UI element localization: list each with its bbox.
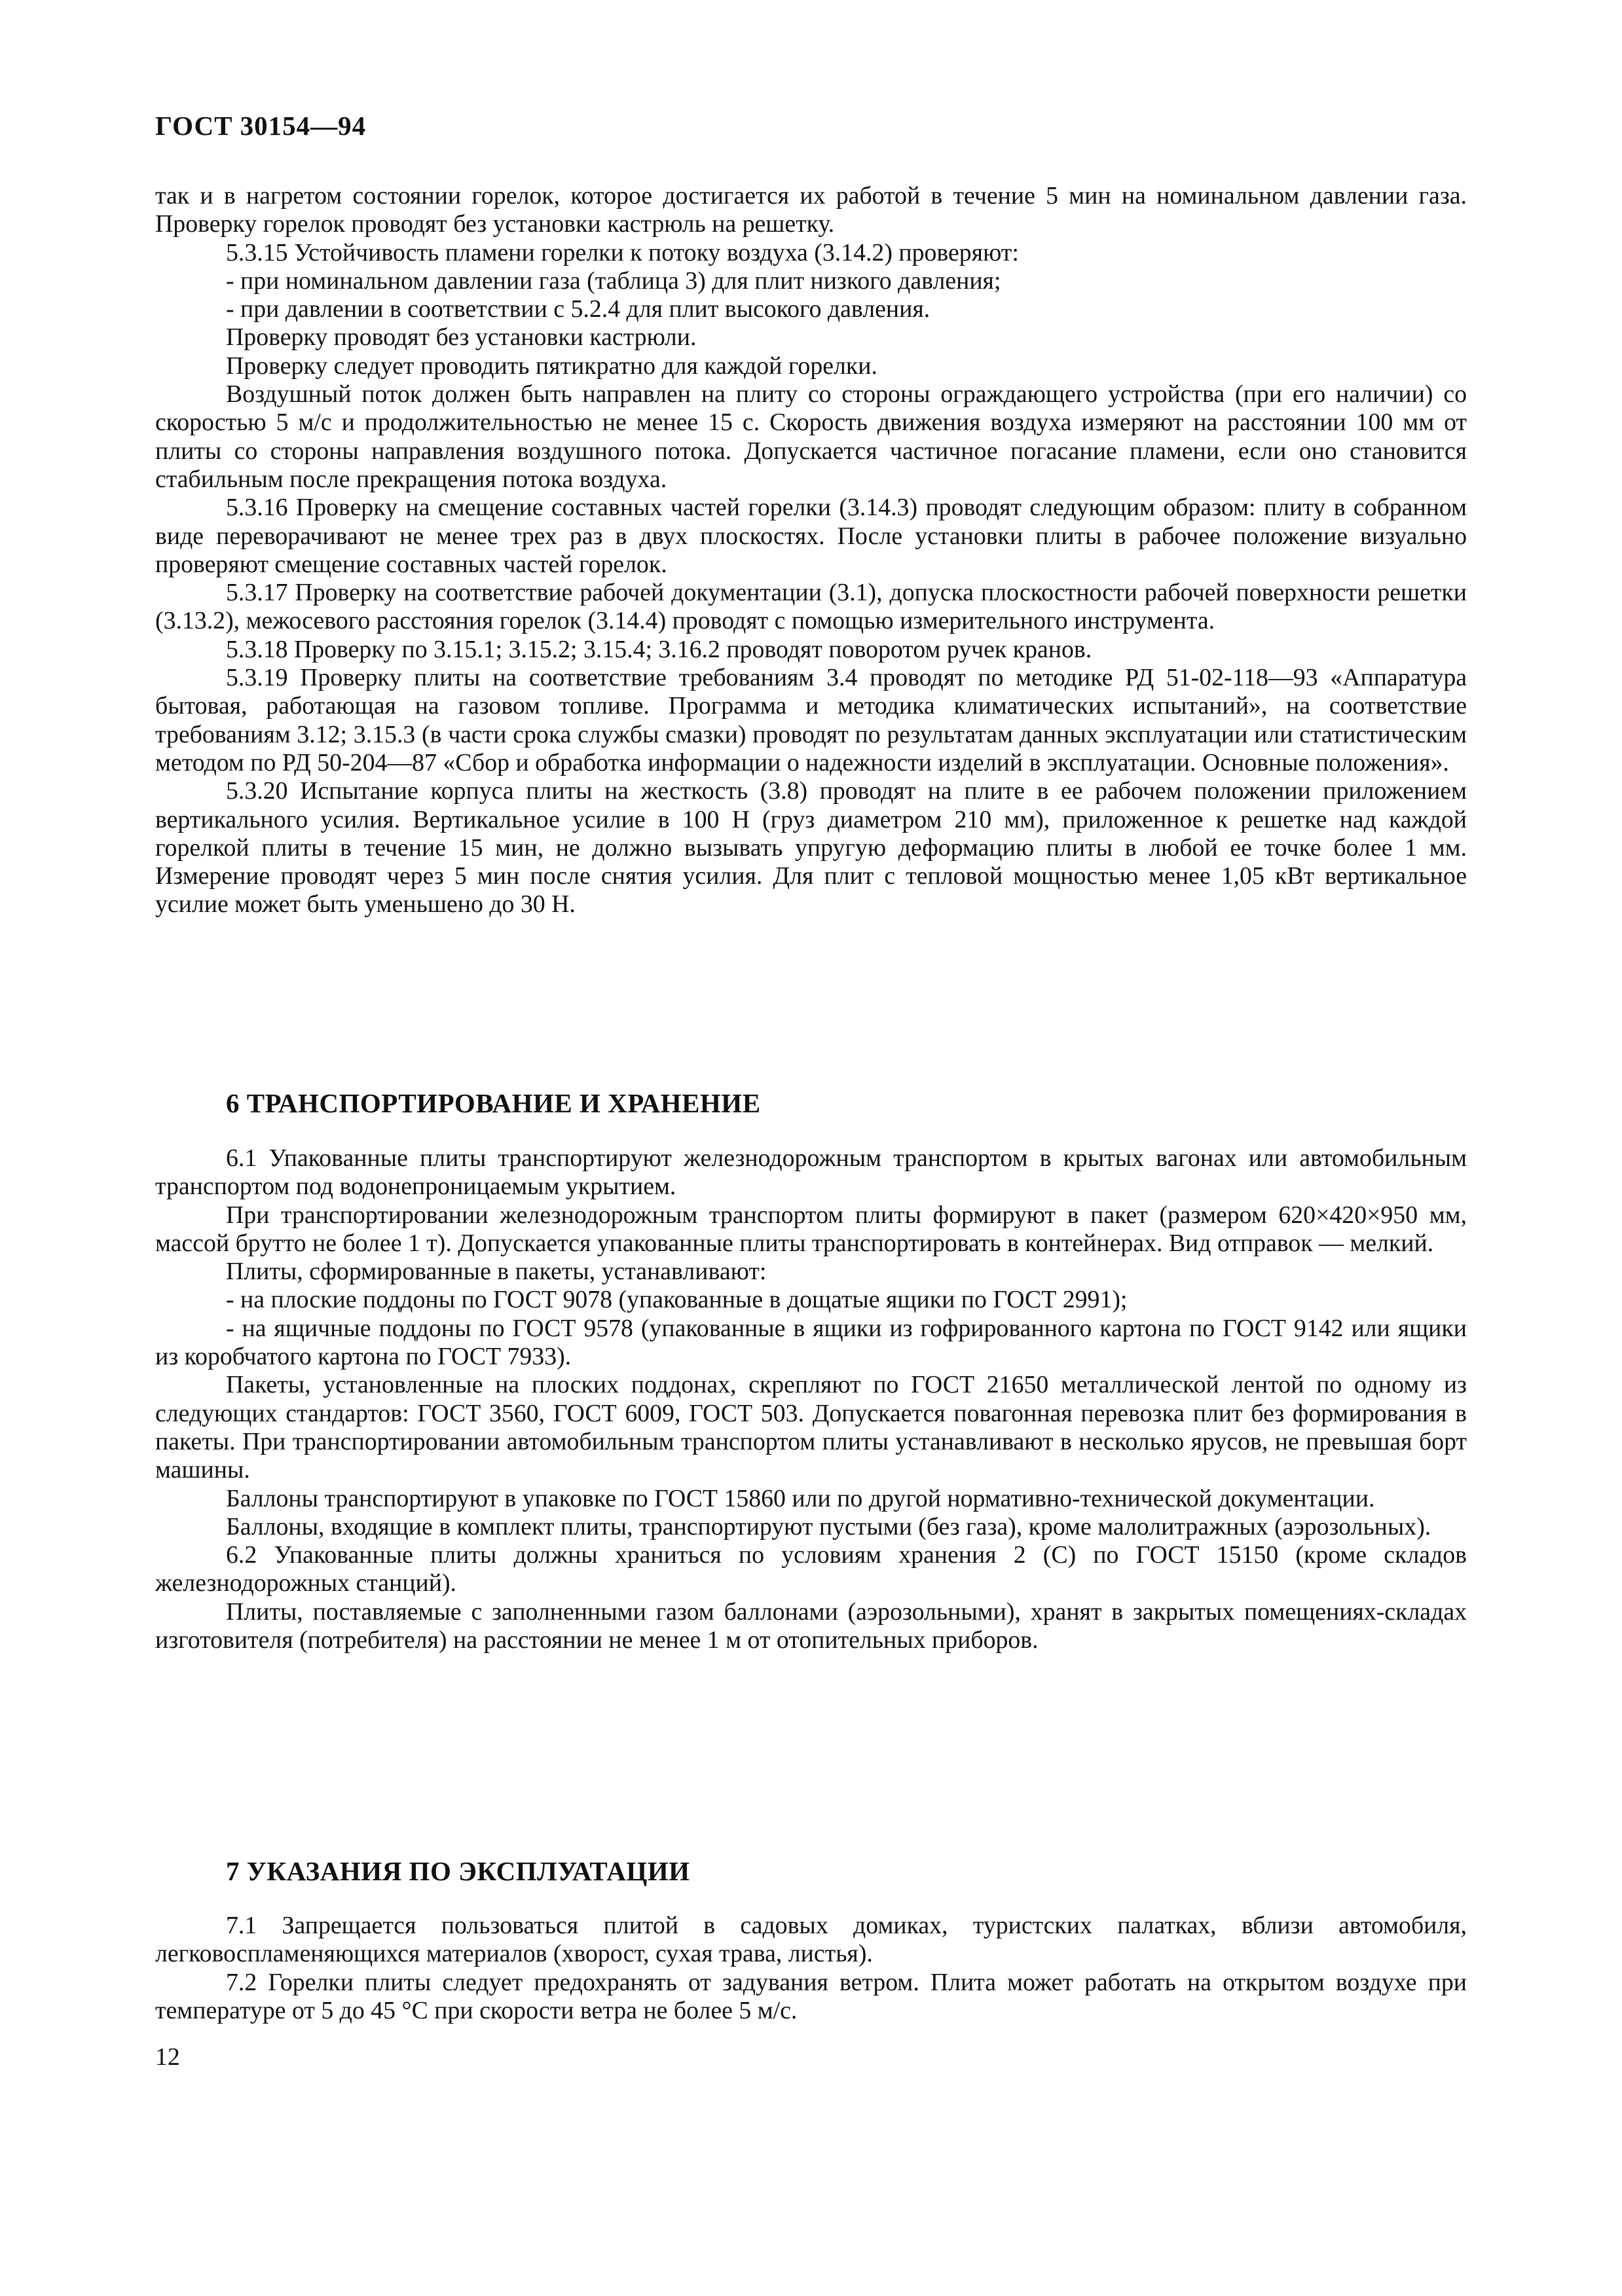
section7-paragraph: 7.1 Запрещается пользоваться плитой в садовых домиках, туристских палатках, вблизи автомобиля, легковоспламеняющихся материалов (хворост, сухая трава, листья).	[155, 1912, 1467, 1968]
section5-paragraph: 5.3.19 Проверку плиты на соответствие требованиям 3.4 проводят по методике РД 51-02-118—93 «Аппаратура бытовая, работающая на газовом топливе. Программа и методика климатических испытаний», на соответствие требованиям 3.12; 3.15.3 (в части срока службы смазки) проводят по результатам данных эксплуатации или статистическим методом по РД 50-204—87 «Сбор и обработка информации о надежности изделий в эксплуатации. Основные положения».	[155, 664, 1467, 776]
section6-paragraph: Пакеты, установленные на плоских поддонах, скрепляют по ГОСТ 21650 металлической лентой по одному из следующих стандартов: ГОСТ 3560, ГОСТ 6009, ГОСТ 503. Допускается повагонная перевозка плит без формирования в пакеты. При транспортировании автомобильным транспортом плиты устанавливают в несколько ярусов, не превышая борт машины.	[155, 1371, 1467, 1484]
section6-paragraph: - на ящичные поддоны по ГОСТ 9578 (упакованные в ящики из гофрированного картона по ГОСТ 9142 или ящики из коробчатого картона по ГОСТ 7933).	[155, 1314, 1467, 1371]
section5-paragraph: - при номинальном давлении газа (таблица 3) для плит низкого давления;	[226, 266, 1001, 295]
page-number: 12	[155, 2043, 180, 2071]
section5-paragraph: Воздушный поток должен быть направлен на плиту со стороны ограждающего устройства (при его наличии) со скоростью 5 м/с и продолжительностью не менее 15 с. Скорость движения воздуха измеряют на расстоянии 100 мм от плиты со стороны направления воздушного потока. Допускается частичное погасание пламени, если оно становится стабильным после прекращения потока воздуха.	[155, 380, 1467, 493]
section6-paragraph: Плиты, поставляемые с заполненными газом баллонами (аэрозольными), хранят в закрытых помещениях-складах изготовителя (потребителя) на расстоянии не менее 1 м от отопительных приборов.	[155, 1597, 1467, 1654]
section6-paragraph: - на плоские поддоны по ГОСТ 9078 (упакованные в дощатые ящики по ГОСТ 2991);	[226, 1286, 1128, 1314]
section6-paragraph: Баллоны транспортируют в упаковке по ГОСТ 15860 или по другой нормативно-технической документации.	[226, 1484, 1375, 1512]
section-6-body	[155, 1144, 1467, 1654]
section-7-body	[155, 1912, 1467, 2025]
section6-paragraph: При транспортировании железнодорожным транспортом плиты формируют в пакет (размером 620×420×950 мм, массой брутто не более 1 т). Допускается упакованные плиты транспортировать в контейнерах. Вид отправок — мелкий.	[155, 1201, 1467, 1257]
section-5-3-body	[155, 182, 1467, 919]
section6-paragraph: 6.1 Упакованные плиты транспортируют железнодорожным транспортом в крытых вагонах или автомобильным транспортом под водонепроницаемым укрытием.	[155, 1144, 1467, 1201]
section6-paragraph: 6.2 Упакованные плиты должны храниться по условиям хранения 2 (С) по ГОСТ 15150 (кроме складов железнодорожных станций).	[155, 1541, 1467, 1597]
section5-paragraph: Проверку следует проводить пятикратно для каждой горелки.	[226, 352, 877, 380]
section5-paragraph: 5.3.18 Проверку по 3.15.1; 3.15.2; 3.15.4; 3.16.2 проводят поворотом ручек кранов.	[226, 635, 1092, 663]
section5-paragraph: 5.3.17 Проверку на соответствие рабочей документации (3.1), допуска плоскостности рабочей поверхности решетки (3.13.2), межосевого расстояния горелок (3.14.4) проводят с помощью измерительного инструмента.	[155, 579, 1467, 635]
section5-paragraph: так и в нагретом состоянии горелок, которое достигается их работой в течение 5 мин на номинальном давлении газа. Проверку горелок проводят без установки кастрюль на решетку.	[155, 182, 1467, 238]
running-header: ГОСТ 30154—94	[155, 111, 367, 141]
section-7-heading: 7 УКАЗАНИЯ ПО ЭКСПЛУАТАЦИИ	[226, 1856, 690, 1886]
section5-paragraph: 5.3.20 Испытание корпуса плиты на жесткость (3.8) проводят на плите в ее рабочем положении приложением вертикального усилия. Вертикальное усилие в 100 Н (груз диаметром 210 мм), приложенное к решетке над каждой горелкой плиты в течение 15 мин, не должно вызывать упругую деформацию плиты в любой ее точке более 1 мм. Измерение проводят через 5 мин после снятия усилия. Для плит с тепловой мощностью менее 1,05 кВт вертикальное усилие может быть уменьшено до 30 Н.	[155, 777, 1467, 919]
section6-paragraph: Баллоны, входящие в комплект плиты, транспортируют пустыми (без газа), кроме малолитражных (аэрозольных).	[226, 1512, 1431, 1540]
section5-paragraph: 5.3.16 Проверку на смещение составных частей горелки (3.14.3) проводят следующим образом: плиту в собранном виде переворачивают не менее трех раз в двух плоскостях. После установки плиты в рабочее положение визуально проверяют смещение составных частей горелок.	[155, 494, 1467, 578]
section7-paragraph: 7.2 Горелки плиты следует предохранять от задувания ветром. Плита может работать на открытом воздухе при температуре от 5 до 45 °С при скорости ветра не более 5 м/с.	[155, 1968, 1467, 2024]
section6-paragraph: Плиты, сформированные в пакеты, устанавливают:	[226, 1258, 767, 1286]
section5-paragraph: 5.3.15 Устойчивость пламени горелки к потоку воздуха (3.14.2) проверяют:	[226, 238, 1019, 266]
section-6-heading: 6 ТРАНСПОРТИРОВАНИЕ И ХРАНЕНИЕ	[226, 1088, 761, 1118]
section5-paragraph: - при давлении в соответствии с 5.2.4 для плит высокого давления.	[226, 295, 931, 323]
section5-paragraph: Проверку проводят без установки кастрюли.	[226, 323, 697, 352]
